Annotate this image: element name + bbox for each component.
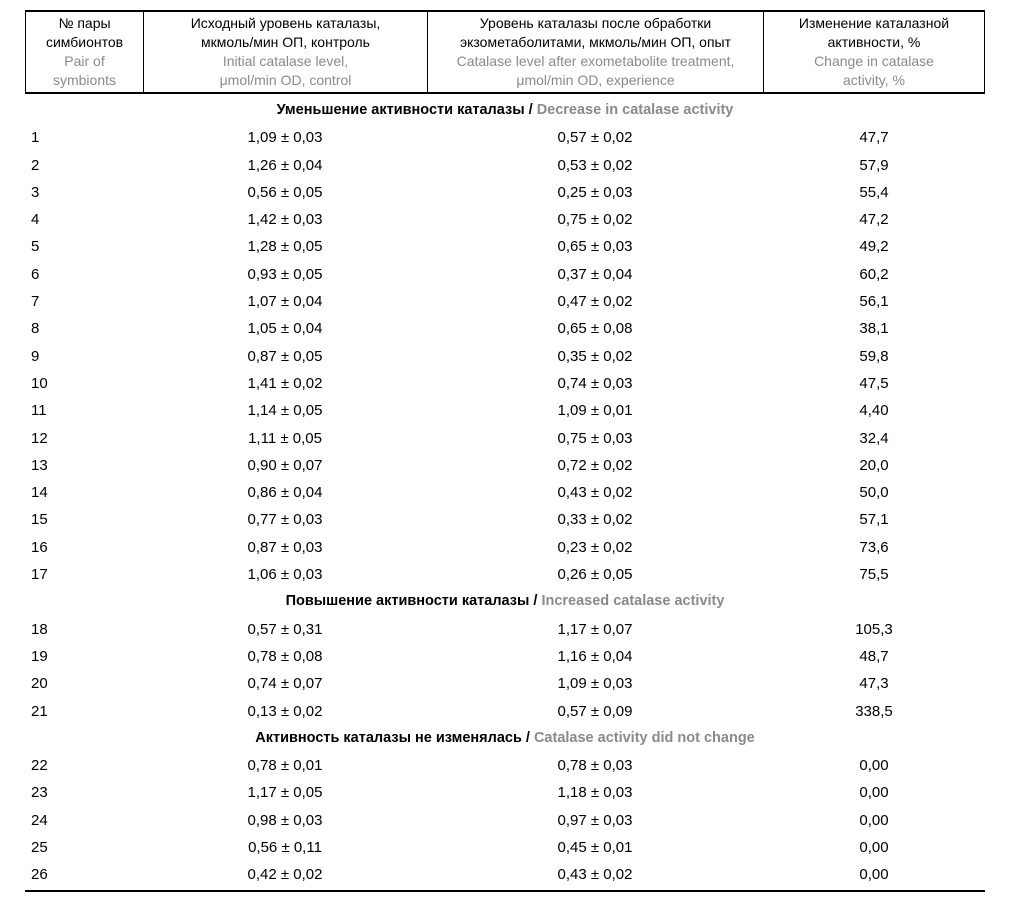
- pair-number-cell: 21: [31, 702, 48, 720]
- change-percent-cell: 20,0: [859, 456, 889, 474]
- pair-number-cell: 23: [31, 784, 48, 802]
- table-row: [25, 233, 985, 260]
- table-row: [25, 534, 985, 561]
- table-row: [25, 752, 985, 779]
- change-percent-cell: 49,2: [859, 238, 889, 256]
- section-title-0: [25, 97, 985, 124]
- table-row: [25, 206, 985, 233]
- control-value-cell: 1,11 ± 0,05: [248, 429, 322, 447]
- table-row: [25, 343, 985, 370]
- control-value-cell: 0,13 ± 0,02: [247, 702, 323, 720]
- table-row: [25, 179, 985, 206]
- control-value-cell: 1,14 ± 0,05: [247, 402, 323, 420]
- control-value-cell: 0,93 ± 0,05: [247, 265, 323, 283]
- table-row: [25, 506, 985, 533]
- table-row: [25, 807, 985, 834]
- table-row: [25, 616, 985, 643]
- change-percent-cell: 0,00: [859, 784, 889, 802]
- experience-value-cell: 0,33 ± 0,02: [557, 511, 633, 529]
- change-percent-cell: 0,00: [859, 866, 889, 884]
- pair-number-cell: 25: [31, 839, 48, 857]
- pair-number-cell: 4: [31, 211, 40, 229]
- pair-number-cell: 2: [31, 156, 40, 174]
- control-value-cell: 1,28 ± 0,05: [247, 238, 323, 256]
- control-value-cell: 0,56 ± 0,05: [247, 183, 323, 201]
- pair-number-cell: 18: [31, 620, 48, 638]
- section-title-ru: Уменьшение активности каталазы /: [276, 102, 537, 118]
- experience-value-cell: 0,26 ± 0,05: [557, 566, 633, 584]
- change-percent-cell: 0,00: [859, 839, 889, 857]
- pair-number-cell: 10: [31, 374, 48, 392]
- control-value-cell: 0,77 ± 0,03: [247, 511, 323, 529]
- change-percent-cell: 56,1: [859, 293, 889, 311]
- control-value-cell: 1,42 ± 0,03: [247, 211, 323, 229]
- control-value-cell: 0,56 ± 0,11: [248, 839, 322, 857]
- pair-number-cell: 14: [31, 484, 48, 502]
- experience-value-cell: 0,43 ± 0,02: [557, 866, 633, 884]
- column-header-control-en-line-1: μmol/min OD, control: [219, 72, 352, 88]
- experience-value-cell: 0,37 ± 0,04: [557, 265, 633, 283]
- control-value-cell: 1,26 ± 0,04: [247, 156, 323, 174]
- column-header-control-ru-line-0: Исходный уровень каталазы,: [190, 15, 381, 31]
- control-value-cell: 0,78 ± 0,08: [247, 647, 323, 665]
- experience-value-cell: 0,45 ± 0,01: [557, 839, 633, 857]
- control-value-cell: 0,74 ± 0,07: [247, 675, 323, 693]
- experience-value-cell: 0,78 ± 0,03: [557, 757, 633, 775]
- change-percent-cell: 338,5: [855, 702, 893, 720]
- control-value-cell: 0,42 ± 0,02: [247, 866, 323, 884]
- table-row: [25, 261, 985, 288]
- table-row: [25, 124, 985, 151]
- experience-value-cell: 1,16 ± 0,04: [557, 647, 633, 665]
- control-value-cell: 1,06 ± 0,03: [247, 566, 323, 584]
- control-value-cell: 1,05 ± 0,04: [247, 320, 323, 338]
- section-title-2: [25, 725, 985, 752]
- change-percent-cell: 0,00: [859, 811, 889, 829]
- table-row: [25, 425, 985, 452]
- control-value-cell: 0,90 ± 0,07: [247, 456, 323, 474]
- pair-number-cell: 17: [31, 566, 48, 584]
- experience-value-cell: 0,75 ± 0,03: [557, 429, 633, 447]
- table-row: [25, 834, 985, 861]
- change-percent-cell: 38,1: [859, 320, 889, 338]
- table-row: [25, 152, 985, 179]
- experience-value-cell: 0,43 ± 0,02: [557, 484, 633, 502]
- change-percent-cell: 59,8: [859, 347, 889, 365]
- pair-number-cell: 7: [31, 293, 40, 311]
- table-row: [25, 670, 985, 697]
- pair-number-cell: 3: [31, 183, 40, 201]
- change-percent-cell: 57,1: [859, 511, 889, 529]
- pair-number-cell: 8: [31, 320, 40, 338]
- table-row: [25, 315, 985, 342]
- section-title-en: Increased catalase activity: [541, 593, 725, 610]
- pair-number-cell: 26: [31, 866, 48, 884]
- change-percent-cell: 75,5: [859, 566, 889, 584]
- experience-value-cell: 0,25 ± 0,03: [557, 183, 633, 201]
- experience-value-cell: 0,75 ± 0,02: [557, 211, 633, 229]
- pair-number-cell: 9: [31, 347, 40, 365]
- table-row: [25, 861, 985, 888]
- column-header-change-en-line-0: Change in catalase: [814, 53, 934, 69]
- experience-value-cell: 0,65 ± 0,08: [557, 320, 633, 338]
- change-percent-cell: 0,00: [859, 757, 889, 775]
- change-percent-cell: 73,6: [859, 538, 889, 556]
- column-header-change-ru-line-1: активности, %: [827, 34, 921, 50]
- experience-value-cell: 1,09 ± 0,01: [557, 402, 633, 420]
- pair-number-cell: 16: [31, 538, 48, 556]
- experience-value-cell: 0,65 ± 0,03: [557, 238, 633, 256]
- catalase-activity-table: [25, 10, 985, 892]
- column-header-pair-en-line-1: symbionts: [52, 72, 117, 88]
- pair-number-cell: 20: [31, 675, 48, 693]
- column-header-experience-en-line-1: μmol/min OD, experience: [516, 72, 675, 88]
- column-header-experience-ru-line-1: экзометаболитами, мкмоль/мин ОП, опыт: [459, 34, 732, 50]
- experience-value-cell: 0,47 ± 0,02: [557, 293, 633, 311]
- experience-value-cell: 1,09 ± 0,03: [557, 675, 633, 693]
- control-value-cell: 0,57 ± 0,31: [247, 620, 323, 638]
- column-header-pair-ru-line-0: № пары: [58, 15, 111, 31]
- table-row: [25, 779, 985, 806]
- column-header-pair: [25, 12, 143, 92]
- experience-value-cell: 1,17 ± 0,07: [557, 620, 633, 638]
- column-header-change-ru-line-0: Изменение каталазной: [798, 15, 950, 31]
- change-percent-cell: 47,2: [859, 211, 889, 229]
- experience-value-cell: 0,53 ± 0,02: [557, 156, 633, 174]
- experience-value-cell: 0,74 ± 0,03: [557, 374, 633, 392]
- table-row: [25, 698, 985, 725]
- column-header-pair-ru-line-1: симбионтов: [45, 34, 124, 50]
- control-value-cell: 1,17 ± 0,05: [247, 784, 323, 802]
- change-percent-cell: 32,4: [859, 429, 889, 447]
- experience-value-cell: 0,57 ± 0,02: [557, 129, 633, 147]
- section-title-en: Decrease in catalase activity: [536, 102, 734, 118]
- experience-value-cell: 0,57 ± 0,09: [557, 702, 633, 720]
- change-percent-cell: 60,2: [859, 265, 889, 283]
- experience-value-cell: 1,18 ± 0,03: [557, 784, 633, 802]
- pair-number-cell: 22: [31, 757, 48, 775]
- control-value-cell: 0,78 ± 0,01: [247, 757, 323, 775]
- section-title-1: [25, 588, 985, 615]
- change-percent-cell: 47,7: [859, 129, 889, 147]
- pair-number-cell: 13: [31, 456, 48, 474]
- section-title-en: Catalase activity did not change: [533, 729, 755, 746]
- column-header-experience-ru-line-0: Уровень каталазы после обработки: [479, 15, 712, 31]
- experience-value-cell: 0,97 ± 0,03: [557, 811, 633, 829]
- experience-value-cell: 0,23 ± 0,02: [557, 538, 633, 556]
- control-value-cell: 0,98 ± 0,03: [247, 811, 323, 829]
- table-body: [25, 94, 985, 892]
- change-percent-cell: 4,40: [859, 402, 889, 420]
- control-value-cell: 1,09 ± 0,03: [247, 129, 323, 147]
- table-row: [25, 643, 985, 670]
- table-row: [25, 397, 985, 424]
- pair-number-cell: 19: [31, 647, 48, 665]
- pair-number-cell: 12: [31, 429, 48, 447]
- table-row: [25, 561, 985, 588]
- column-header-experience-en-line-0: Catalase level after exometabolite treatment,: [456, 53, 735, 69]
- control-value-cell: 0,86 ± 0,04: [247, 484, 323, 502]
- control-value-cell: 0,87 ± 0,05: [247, 347, 323, 365]
- change-percent-cell: 57,9: [859, 156, 889, 174]
- control-value-cell: 0,87 ± 0,03: [247, 538, 323, 556]
- pair-number-cell: 6: [31, 265, 40, 283]
- column-header-control: [143, 12, 427, 92]
- table-row: [25, 452, 985, 479]
- section-title-ru: Повышение активности каталазы /: [285, 593, 542, 610]
- change-percent-cell: 47,5: [859, 374, 889, 392]
- section-title-ru: Активность каталазы не изменялась /: [255, 729, 534, 746]
- change-percent-cell: 55,4: [859, 183, 889, 201]
- pair-number-cell: 15: [31, 511, 48, 529]
- experience-value-cell: 0,35 ± 0,02: [557, 347, 633, 365]
- change-percent-cell: 48,7: [859, 647, 889, 665]
- experience-value-cell: 0,72 ± 0,02: [557, 456, 633, 474]
- change-percent-cell: 105,3: [855, 620, 893, 638]
- control-value-cell: 1,41 ± 0,02: [247, 374, 323, 392]
- pair-number-cell: 1: [31, 129, 40, 147]
- table-header: [25, 10, 985, 94]
- table-row: [25, 479, 985, 506]
- table-row: [25, 288, 985, 315]
- pair-number-cell: 5: [31, 238, 40, 256]
- column-header-change-en-line-1: activity, %: [843, 72, 905, 88]
- change-percent-cell: 50,0: [859, 484, 889, 502]
- pair-number-cell: 11: [31, 402, 47, 420]
- pair-number-cell: 24: [31, 811, 48, 829]
- column-header-experience: [427, 12, 763, 92]
- table-row: [25, 370, 985, 397]
- column-header-change: [763, 12, 985, 92]
- column-header-pair-en-line-0: Pair of: [64, 53, 105, 69]
- change-percent-cell: 47,3: [859, 675, 889, 693]
- control-value-cell: 1,07 ± 0,04: [247, 293, 323, 311]
- column-header-control-en-line-0: Initial catalase level,: [222, 53, 349, 69]
- column-header-control-ru-line-1: мкмоль/мин ОП, контроль: [201, 34, 370, 50]
